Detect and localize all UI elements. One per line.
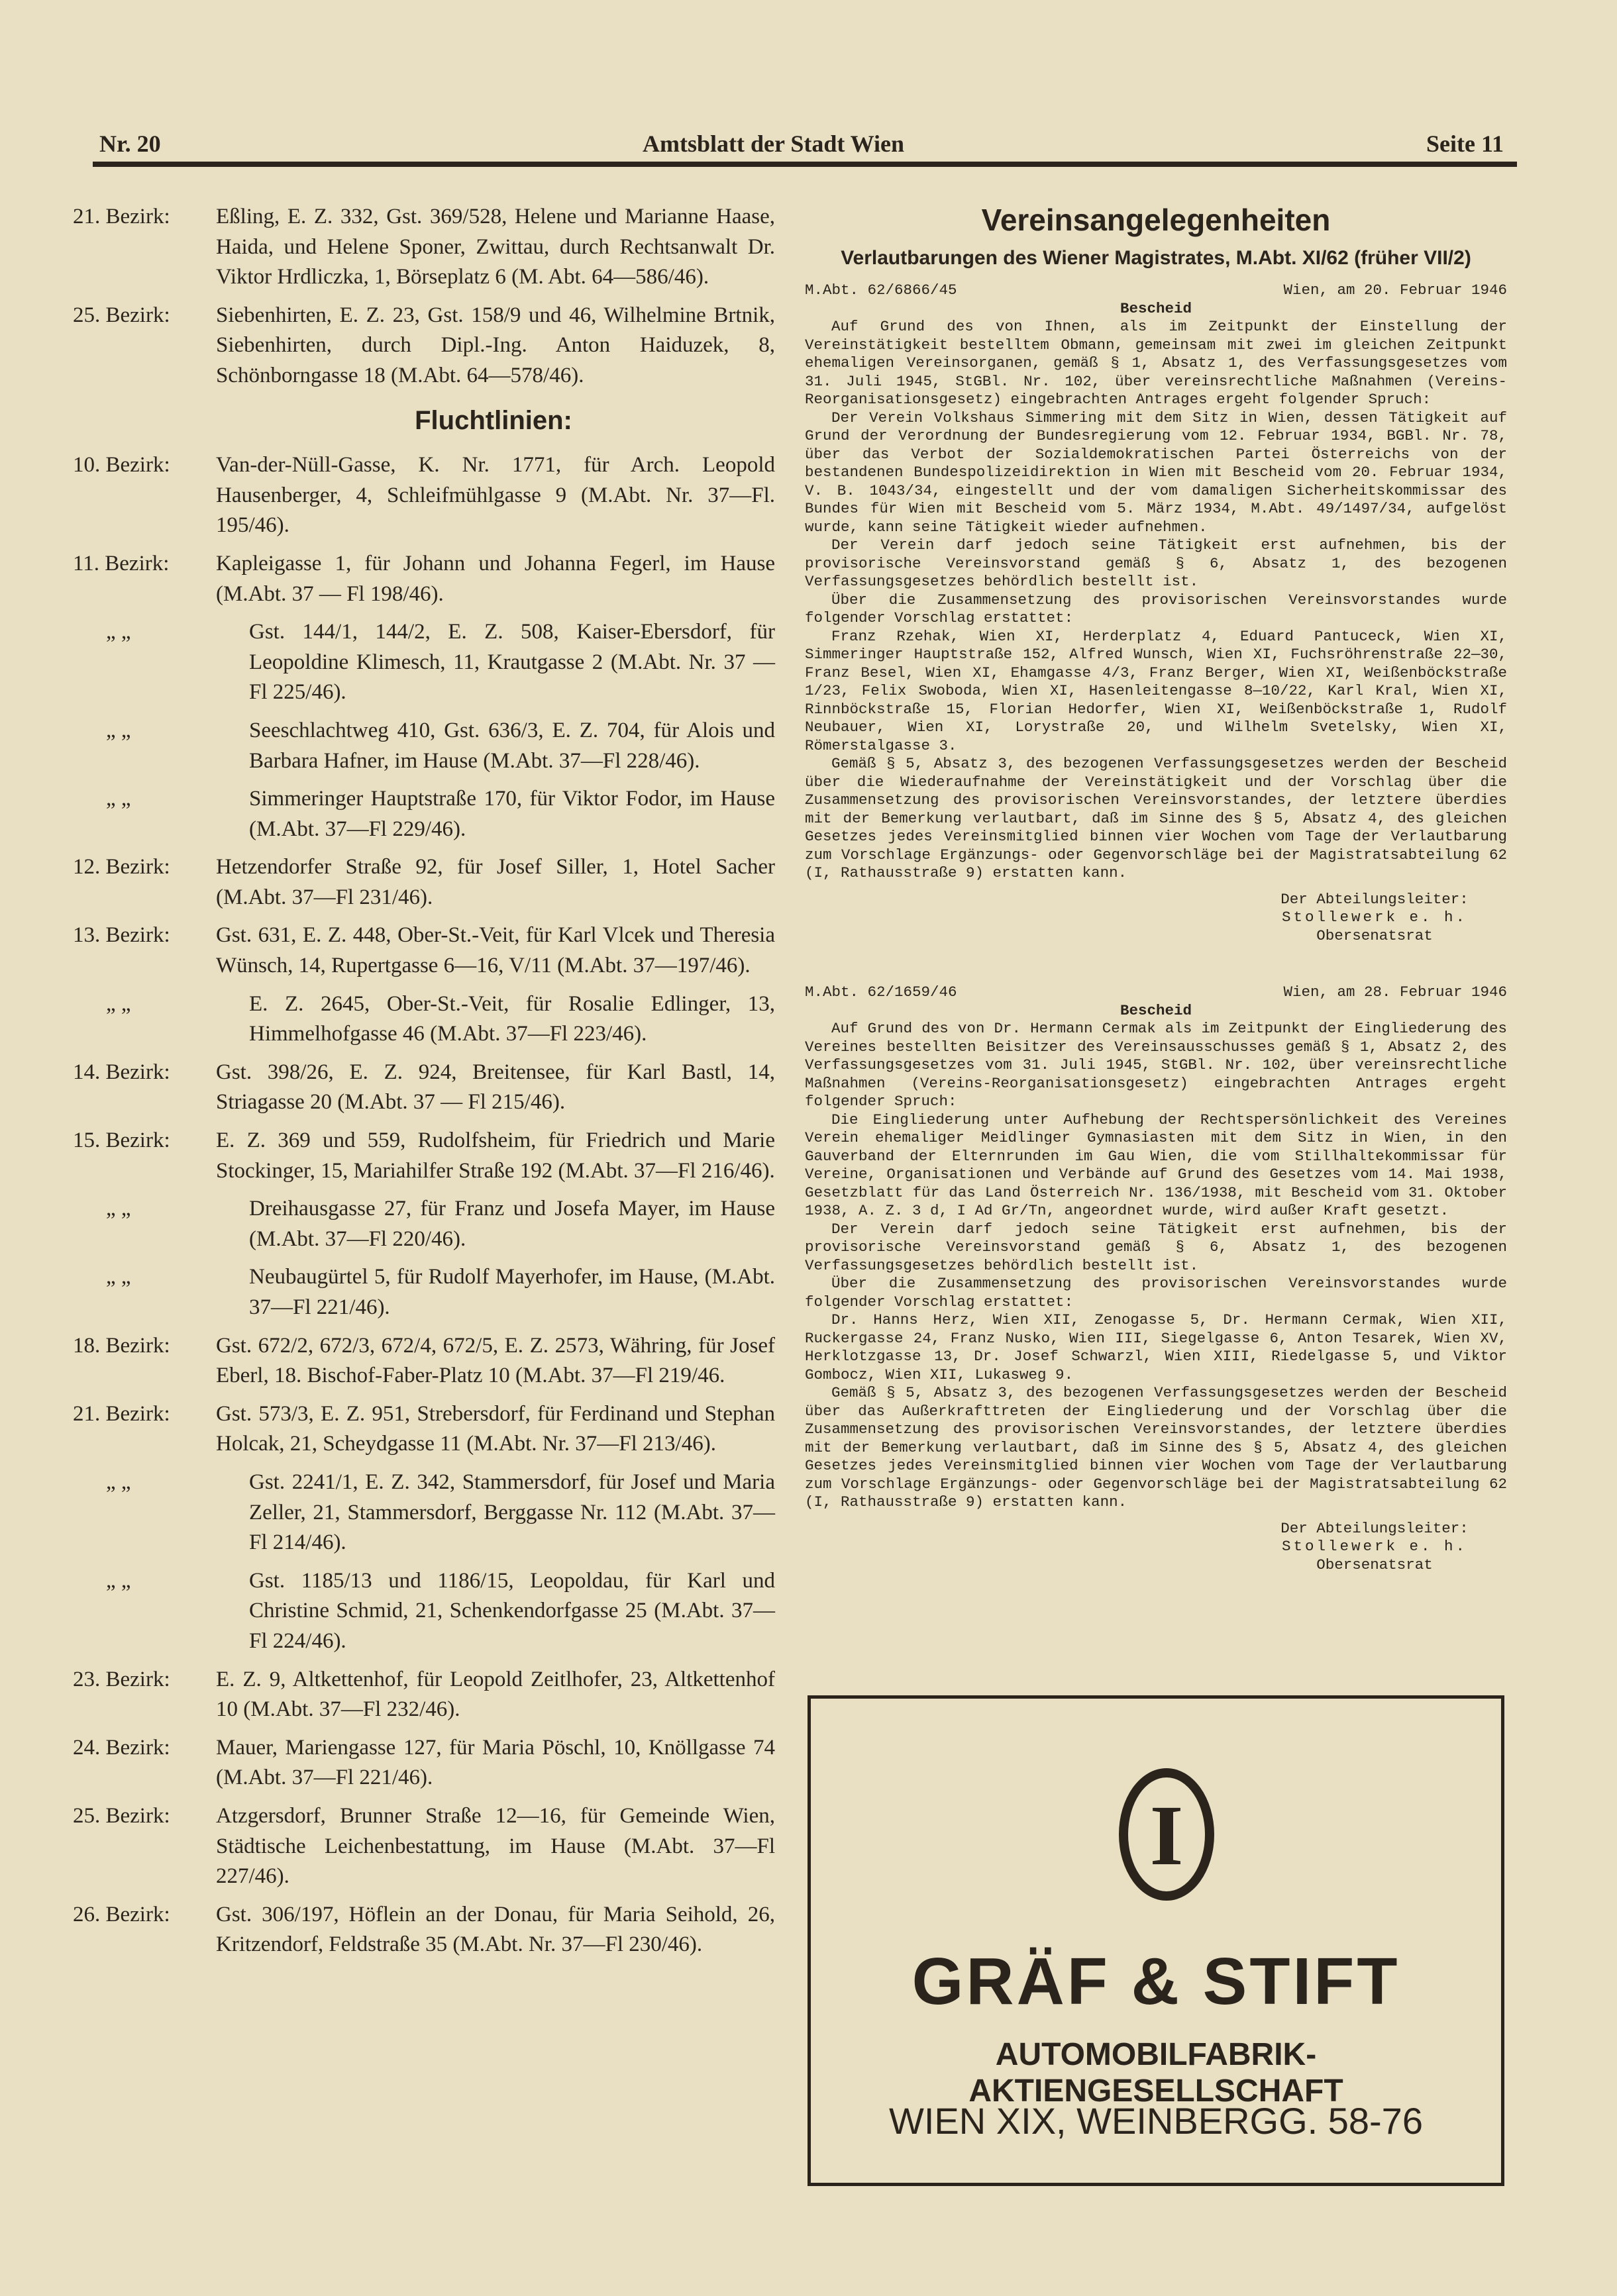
right-column bbox=[805, 202, 1507, 1574]
district-entry bbox=[73, 549, 775, 609]
district-text: E. Z. 2645, Ober-St.-Veit, für Rosalie Edlinger, 13, Himmelhofgasse 46 (M.Abt. 37—Fl 223/46). bbox=[249, 991, 775, 1046]
signature-title: Der Abteilungsleiter: bbox=[1280, 1519, 1469, 1537]
district-label: 26. Bezirk: bbox=[73, 1902, 170, 1926]
district-entry bbox=[73, 450, 775, 541]
district-entry bbox=[73, 1331, 775, 1391]
section-title-fluchtlinien: Fluchtlinien: bbox=[415, 405, 572, 435]
district-label: 24. Bezirk: bbox=[73, 1735, 170, 1760]
decree-paragraph: Gemäß § 5, Absatz 3, des bezogenen Verfassungsgesetzes werden der Bescheid über die Wiederaufnahme der Vereinstätigkeit und der Vorschlag über die Zusammensetzung des provisorischen Vereinsvorstandes, der letztere überdies mit der Bemerkung verlautbart, daß im Sinne des § 5, Absatz 4, des gleichen Gesetzes jedes Vereinsmitglied binnen vier Wochen vom Tage der Verlautbarung zum Vorschlage Ergänzungs- oder Gegenvorschläge bei der Magistratsabteilung 62 (I, Rathausstraße 9) erstatten kann. bbox=[805, 755, 1507, 881]
decree-1-heading: Bescheid bbox=[1120, 299, 1192, 317]
building-permits-list bbox=[73, 202, 775, 391]
decree-paragraph: Über die Zusammensetzung des provisorischen Vereinsvorstandes wurde folgender Vorschlag erstattet: bbox=[805, 591, 1507, 626]
issue-number: Nr. 20 bbox=[99, 130, 161, 157]
district-text: Neubaugürtel 5, für Rudolf Mayerhofer, im Hause, (M.Abt. 37—Fl 221/46). bbox=[249, 1265, 775, 1319]
district-entry bbox=[73, 921, 775, 981]
decree-paragraph: Der Verein darf jedoch seine Tätigkeit erst aufnehmen, bis der provisorische Vereinsvorstand gemäß § 6, Absatz 1, des bezogenen Verfassungsgesetzes behördlich bestellt ist. bbox=[805, 536, 1507, 590]
district-entry bbox=[73, 1262, 775, 1323]
district-label: 23. Bezirk: bbox=[73, 1667, 170, 1691]
district-entry bbox=[73, 1126, 775, 1186]
district-label: „ „ bbox=[106, 991, 131, 1016]
district-entry bbox=[73, 301, 775, 391]
district-text: Gst. 672/2, 672/3, 672/4, 672/5, E. Z. 2573, Währing, für Josef Eberl, 18. Bischof-Faber-Platz 10 (M.Abt. 37—Fl 219/46. bbox=[216, 1333, 775, 1388]
district-text: E. Z. 9, Altkettenhof, für Leopold Zeitlhofer, 23, Altkettenhof 10 (M.Abt. 37—Fl 232/46). bbox=[216, 1667, 775, 1722]
section-subtitle: Verlautbarungen des Wiener Magistrates, M.Abt. XI/62 (früher VII/2) bbox=[841, 247, 1471, 269]
district-label: 25. Bezirk: bbox=[73, 303, 170, 327]
district-text: Atzgersdorf, Brunner Straße 12—16, für Gemeinde Wien, Städtische Leichenbestattung, im Hause (M.Abt. 37—Fl 227/46). bbox=[216, 1803, 775, 1889]
logo-letter: I bbox=[1149, 1788, 1184, 1883]
left-column bbox=[73, 202, 775, 1968]
district-label: 21. Bezirk: bbox=[73, 205, 170, 228]
district-text: Seeschlachtweg 410, Gst. 636/3, E. Z. 704, für Alois und Barbara Hafner, im Hause (M.Abt. 37—Fl 228/46). bbox=[249, 718, 775, 773]
signature-title: Der Abteilungsleiter: bbox=[1280, 890, 1469, 908]
decree-paragraph: Auf Grund des von Dr. Hermann Cermak als im Zeitpunkt der Eingliederung des Vereines bestellten Beisitzer des Vereinsausschusses gemäß § 1, Absatz 2, des Verfassungsgesetzes vom 31. Juli 1945, StGBl. Nr. 102, über vereinsrechtliche Maßnahmen (Vereins-Reorganisationsgesetz) eingebrachten Antrages ergeht folgender Spruch: bbox=[805, 1020, 1507, 1110]
header-rule bbox=[93, 162, 1517, 167]
district-entry bbox=[73, 716, 775, 776]
decree-paragraph: Dr. Hanns Herz, Wien XII, Zenogasse 5, Dr. Hermann Cermak, Wien XII, Ruckergasse 24, Franz Nusko, Wien III, Siegelgasse 6, Anton Tesarek, Wien XV, Herklotzgasse 13, Dr. Josef Schwarzl, Wien XIII, Riedelgasse 5, und Viktor Gombocz, Wien XII, Lukasweg 9. bbox=[805, 1311, 1507, 1383]
district-entry bbox=[73, 784, 775, 844]
decree-paragraph: Die Eingliederung unter Aufhebung der Rechtspersönlichkeit des Vereines Verein ehemaliger Meidlinger Gymnasiasten mit dem Sitz in Wien, in den Gauverband der Elternrunden im Gau Wien, die vom Stillhaltekommissar für Vereine, Organisationen und Verbände auf Grund des Gesetzes vom 14. Mai 1938, Gesetzblatt für das Land Österreich Nr. 136/1938, mit Bescheid vom 31. Oktober 1938, A. Z. 3 d, I Ad Gr/Tn, angeordnet wurde, wird außer Kraft gesetzt. bbox=[805, 1111, 1507, 1219]
district-entry bbox=[73, 1665, 775, 1725]
signature-rank: Obersenatsrat bbox=[1316, 1556, 1433, 1573]
decree-paragraph: Gemäß § 5, Absatz 3, des bezogenen Verfassungsgesetzes werden der Bescheid über das Außerkrafttreten der Eingliederung und der Vorschlag über die Zusammensetzung des provisorischen Vereinsvorstandes, der letztere überdies mit der Bemerkung verlautbart, daß im Sinne des § 5, Absatz 4, des gleichen Gesetzes jedes Vereinsmitglied binnen vier Wochen vom Tage der Verlautbarung zum Vorschlage Ergänzungs- oder Gegenvorschläge bei der Magistratsabteilung 62 (I, Rathausstraße 9) erstatten kann. bbox=[805, 1384, 1507, 1511]
district-entry bbox=[73, 852, 775, 913]
signature-name: Stollewerk e. h. bbox=[1281, 909, 1468, 926]
signature-name: Stollewerk e. h. bbox=[1281, 1538, 1468, 1555]
publication-title: Amtsblatt der Stadt Wien bbox=[643, 130, 905, 157]
decree-paragraph: Franz Rzehak, Wien XI, Herderplatz 4, Eduard Pantuceck, Wien XI, Simmeringer Hauptstraße 152, Alfred Wunsch, Wien XI, Fuchsröhrenstraße 22—30, Franz Besel, Wien XI, Ehamgasse 4/3, Franz Berger, Wien XI, Weißenböckstraße 1/23, Felix Swoboda, Wien XI, Hasenleitengasse 8—10/22, Karl Kral, Wien XI, Rinnböckstraße 15, Florian Hedorfer, Wien XI, Weißenböckstraße 1, Rudolf Neubauer, Wien XI, Lorystraße 20, und Wilhelm Svetelsky, Wien XI, Römerstalgasse 3. bbox=[805, 627, 1507, 754]
district-entry bbox=[73, 1733, 775, 1793]
district-text: Dreihausgasse 27, für Franz und Josefa Mayer, im Hause (M.Abt. 37—Fl 220/46). bbox=[249, 1197, 775, 1251]
page-number: Seite 11 bbox=[1426, 130, 1504, 157]
district-text: Gst. 306/197, Höflein an der Donau, für Maria Seihold, 26, Kritzendorf, Feldstraße 35 (M.Abt. Nr. 37—Fl 230/46). bbox=[216, 1902, 775, 1957]
district-text: Gst. 2241/1, E. Z. 342, Stammersdorf, für Josef und Maria Zeller, 21, Stammersdorf, Berggasse Nr. 112 (M.Abt. 37—Fl 214/46). bbox=[249, 1470, 775, 1555]
district-label: „ „ bbox=[106, 1568, 131, 1593]
district-label: „ „ bbox=[106, 620, 131, 644]
section-title-vereinsangelegenheiten: Vereinsangelegenheiten bbox=[981, 203, 1331, 237]
district-label: 11. Bezirk: bbox=[73, 551, 170, 575]
district-text: Gst. 144/1, 144/2, E. Z. 508, Kaiser-Ebersdorf, für Leopoldine Klimesch, 11, Krautgasse 2 (M.Abt. Nr. 37 — Fl 225/46). bbox=[249, 620, 775, 705]
advertisement-graef-stift bbox=[808, 1695, 1504, 2186]
district-label: „ „ bbox=[106, 718, 131, 742]
fluchtlinien-list bbox=[73, 450, 775, 1960]
district-text: Van-der-Nüll-Gasse, K. Nr. 1771, für Arch. Leopold Hausenberger, 4, Schleifmühlgasse 9 (M.Abt. Nr. 37—Fl. 195/46). bbox=[216, 453, 775, 538]
district-label: 12. Bezirk: bbox=[73, 855, 170, 879]
district-entry bbox=[73, 989, 775, 1050]
decree-paragraph: Der Verein darf jedoch seine Tätigkeit erst aufnehmen, bis der provisorische Vereinsvorstand gemäß § 6, Absatz 1, des bezogenen Verfassungsgesetzes behördlich bestellt ist. bbox=[805, 1220, 1507, 1274]
decree-2-date: Wien, am 28. Februar 1946 bbox=[1283, 983, 1507, 1001]
company-name: GRÄF & STIFT bbox=[912, 1944, 1400, 2019]
district-entry bbox=[73, 1194, 775, 1254]
district-entry bbox=[73, 1801, 775, 1892]
decree-2-signature bbox=[805, 1520, 1507, 1575]
district-entry bbox=[73, 1900, 775, 1960]
district-label: 13. Bezirk: bbox=[73, 923, 170, 948]
decree-1-body bbox=[805, 318, 1507, 883]
district-text: E. Z. 369 und 559, Rudolfsheim, für Friedrich und Marie Stockinger, 15, Mariahilfer Straße 192 (M.Abt. 37—Fl 216/46). bbox=[216, 1128, 775, 1183]
decree-1-ref: M.Abt. 62/6866/45 bbox=[805, 281, 957, 299]
decree-1-signature bbox=[805, 891, 1507, 946]
district-text: Gst. 573/3, E. Z. 951, Strebersdorf, für Ferdinand und Stephan Holcak, 21, Scheydgasse 11 (M.Abt. Nr. 37—Fl 213/46). bbox=[216, 1401, 775, 1456]
district-text: Hetzendorfer Straße 92, für Josef Siller, 1, Hotel Sacher (M.Abt. 37—Fl 231/46). bbox=[216, 855, 775, 909]
district-label: 10. Bezirk: bbox=[73, 453, 170, 477]
district-entry bbox=[73, 202, 775, 293]
decree-paragraph: Auf Grund des von Ihnen, als im Zeitpunkt der Einstellung der Vereinstätigkeit bestelltem Obmann, gemeinsam mit zwei im gleichen Zeitpunkt ehemaligen Vereinsorganen, gemäß § 1, Absatz 1, des Verfassungsgesetzes vom 31. Juli 1945, StGBl. Nr. 102, über vereinsrechtliche Maßnahmen (Vereins-Reorganisationsgesetz) eingebrachten Antrages ergeht folgender Spruch: bbox=[805, 318, 1507, 408]
district-label: 25. Bezirk: bbox=[73, 1803, 170, 1828]
decree-2-ref: M.Abt. 62/1659/46 bbox=[805, 983, 957, 1001]
district-text: Eßling, E. Z. 332, Gst. 369/528, Helene und Marianne Haase, Haida, und Helene Sponer, Zwittau, durch Rechtsanwalt Dr. Viktor Hrdliczka, 1, Börseplatz 6 (M. Abt. 64—586/46). bbox=[216, 205, 775, 289]
decree-1-date: Wien, am 20. Februar 1946 bbox=[1283, 281, 1507, 299]
district-label: „ „ bbox=[106, 1197, 131, 1221]
district-text: Gst. 398/26, E. Z. 924, Breitensee, für Karl Bastl, 14, Striagasse 20 (M.Abt. 37 — Fl 215/46). bbox=[216, 1060, 775, 1115]
signature-rank: Obersenatsrat bbox=[1316, 926, 1433, 944]
district-entry bbox=[73, 617, 775, 708]
decree-2 bbox=[805, 983, 1507, 1574]
company-description: AUTOMOBILFABRIK-AKTIENGESELLSCHAFT bbox=[968, 2037, 1343, 2109]
district-text: Simmeringer Hauptstraße 170, für Viktor Fodor, im Hause (M.Abt. 37—Fl 229/46). bbox=[249, 787, 775, 841]
graef-stift-logo bbox=[1116, 1765, 1218, 1904]
decree-paragraph: Der Verein Volkshaus Simmering mit dem Sitz in Wien, dessen Tätigkeit auf Grund der Verordnung der Bundesregierung vom 12. Februar 1934, BGBl. Nr. 78, über das Verbot der Sozialdemokratischen Partei Österreichs von der bestandenen Bundespolizeidirektion in Wien mit Bescheid vom 20. Februar 1934, V. B. 1043/34, eingestellt und der vom damaligen Sicherheitskommissar des Bundes für Wien mit Bescheid vom 5. März 1934, M.Abt. 49/1497/34, aufgelöst wurde, kann seine Tätigkeit wieder aufnehmen. bbox=[805, 409, 1507, 536]
district-text: Kapleigasse 1, für Johann und Johanna Fegerl, im Hause (M.Abt. 37 — Fl 198/46). bbox=[216, 551, 775, 606]
district-text: Mauer, Mariengasse 127, für Maria Pöschl, 10, Knöllgasse 74 (M.Abt. 37—Fl 221/46). bbox=[216, 1735, 775, 1790]
district-entry bbox=[73, 1399, 775, 1460]
page-header bbox=[93, 130, 1517, 163]
district-text: Gst. 631, E. Z. 448, Ober-St.-Veit, für Karl Vlcek und Theresia Wünsch, 14, Rupertgasse 6—16, V/11 (M.Abt. 37—197/46). bbox=[216, 923, 775, 978]
district-label: 15. Bezirk: bbox=[73, 1128, 170, 1153]
decree-1 bbox=[805, 281, 1507, 945]
district-label: „ „ bbox=[106, 1470, 131, 1494]
district-label: 14. Bezirk: bbox=[73, 1060, 170, 1084]
company-address: WIEN XIX, WEINBERGG. 58-76 bbox=[889, 2100, 1423, 2142]
decree-2-body bbox=[805, 1020, 1507, 1512]
district-text: Siebenhirten, E. Z. 23, Gst. 158/9 und 46, Wilhelmine Brtnik, Siebenhirten, durch Dipl.-Ing. Anton Haiduzek, 8, Schönborngasse 18 (M.Abt. 64—578/46). bbox=[216, 303, 775, 387]
decree-paragraph: Über die Zusammensetzung des provisorischen Vereinsvorstandes wurde folgender Vorschlag erstattet: bbox=[805, 1275, 1507, 1311]
decree-2-heading: Bescheid bbox=[1120, 1001, 1192, 1019]
district-entry bbox=[73, 1566, 775, 1657]
district-label: 18. Bezirk: bbox=[73, 1333, 170, 1358]
district-label: 21. Bezirk: bbox=[73, 1401, 170, 1426]
district-entry bbox=[73, 1468, 775, 1558]
district-label: „ „ bbox=[106, 787, 131, 811]
district-text: Gst. 1185/13 und 1186/15, Leopoldau, für Karl und Christine Schmid, 21, Schenkendorfgasse 25 (M.Abt. 37—Fl 224/46). bbox=[249, 1568, 775, 1653]
district-label: „ „ bbox=[106, 1265, 131, 1289]
district-entry bbox=[73, 1058, 775, 1118]
